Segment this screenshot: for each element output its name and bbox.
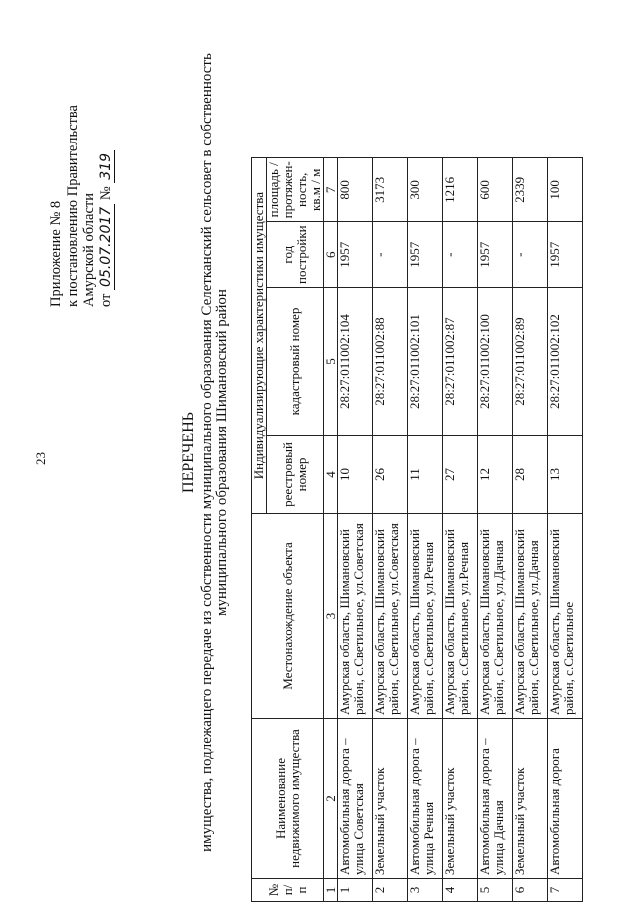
cell-year: 1957: [338, 222, 373, 288]
cell-reg: 10: [338, 436, 373, 514]
cell-num: 5: [478, 879, 513, 902]
document-title: ПЕРЕЧЕНЬ: [180, 412, 197, 493]
header-area: площадь / протяжен-ность, кв.м / м: [267, 158, 324, 222]
handwritten-date: 05.07.2017: [98, 204, 115, 290]
header-cad: кадастровый номер: [267, 288, 324, 436]
cell-num: 2: [373, 879, 408, 902]
cell-reg: 11: [408, 436, 443, 514]
page-number: 23: [33, 452, 48, 465]
header-location: Местонахождение объекта: [252, 514, 324, 719]
col-number: 2: [324, 719, 338, 879]
cell-area: 3173: [373, 158, 408, 222]
appendix-line-3: Амурской области: [81, 193, 97, 307]
header-year: год постройки: [267, 222, 324, 288]
cell-location: Амурская область, Шимановский район, с.Светильное, ул.Речная: [443, 514, 478, 719]
cell-cad: 28:27:011002:89: [513, 288, 548, 436]
cell-location: Амурская область, Шимановский район, с.Светильное: [548, 514, 583, 719]
cell-name: Автомобильная дорога – улица Дачная: [478, 719, 513, 879]
cell-name: Автомобильная дорога: [548, 719, 583, 879]
cell-cad: 28:27:011002:102: [548, 288, 583, 436]
table-row: [373, 158, 408, 902]
cell-name: Земельный участок: [373, 719, 408, 879]
header-reg: реестровый номер: [267, 436, 324, 514]
cell-cad: 28:27:011002:87: [443, 288, 478, 436]
col-number: 3: [324, 514, 338, 719]
cell-area: 100: [548, 158, 583, 222]
table-row: [478, 158, 513, 902]
cell-year: -: [513, 222, 548, 288]
cell-cad: 28:27:011002:104: [338, 288, 373, 436]
header-group: Индивидуализирующие характеристики имущества: [252, 158, 267, 514]
cell-name: Земельный участок: [513, 719, 548, 879]
cell-area: 600: [478, 158, 513, 222]
cell-reg: 26: [373, 436, 408, 514]
handwritten-number: 319: [98, 150, 115, 183]
appendix-date-line: [98, 7, 115, 307]
cell-year: -: [373, 222, 408, 288]
col-number: 7: [324, 158, 338, 222]
appendix-block: [48, 7, 114, 307]
cell-cad: 28:27:011002:101: [408, 288, 443, 436]
cell-cad: 28:27:011002:88: [373, 288, 408, 436]
table-row: [408, 158, 443, 902]
from-label: от: [97, 293, 114, 307]
cell-location: Амурская область, Шимановский район, с.Светильное, ул.Дачная: [513, 514, 548, 719]
number-label: №: [97, 186, 114, 201]
cell-year: 1957: [408, 222, 443, 288]
cell-reg: 13: [548, 436, 583, 514]
cell-name: Автомобильная дорога – улица Советская: [338, 719, 373, 879]
header-num: № п/п: [252, 879, 324, 902]
cell-reg: 28: [513, 436, 548, 514]
cell-location: Амурская область, Шимановский район, с.Светильное, ул.Советская: [338, 514, 373, 719]
table-row: [338, 158, 373, 902]
col-number: 1: [324, 879, 338, 902]
header-name: Наименование недвижимого имущества: [252, 719, 324, 879]
table-row: [513, 158, 548, 902]
subtitle-line-2: муниципального образования Шимановский район: [214, 289, 230, 616]
col-number: 6: [324, 222, 338, 288]
cell-area: 300: [408, 158, 443, 222]
table-row: [548, 158, 583, 902]
cell-year: 1957: [548, 222, 583, 288]
cell-num: 7: [548, 879, 583, 902]
cell-area: 1216: [443, 158, 478, 222]
cell-num: 4: [443, 879, 478, 902]
cell-area: 800: [338, 158, 373, 222]
appendix-line-1: Приложение № 8: [48, 200, 64, 307]
document-subtitle: [200, 0, 230, 905]
cell-name: Земельный участок: [443, 719, 478, 879]
cell-num: 1: [338, 879, 373, 902]
cell-location: Амурская область, Шимановский район, с.Светильное, ул.Советская: [373, 514, 408, 719]
table-row: [443, 158, 478, 902]
cell-area: 2339: [513, 158, 548, 222]
cell-cad: 28:27:011002:100: [478, 288, 513, 436]
appendix-line-2: к постановлению Правительства: [64, 105, 81, 307]
cell-reg: 27: [443, 436, 478, 514]
cell-year: -: [443, 222, 478, 288]
col-number: 4: [324, 436, 338, 514]
col-number: 5: [324, 288, 338, 436]
cell-name: Автомобильная дорога – улица Речная: [408, 719, 443, 879]
property-table: [251, 157, 583, 902]
cell-num: 6: [513, 879, 548, 902]
cell-location: Амурская область, Шимановский район, с.Светильное, ул.Речная: [408, 514, 443, 719]
cell-year: 1957: [478, 222, 513, 288]
cell-location: Амурская область, Шимановский район, с.Светильное, ул.Дачная: [478, 514, 513, 719]
cell-num: 3: [408, 879, 443, 902]
subtitle-line-1: имущества, подлежащего передаче из собственности муниципального образования Селетканский сельсовет в собственность: [199, 53, 215, 852]
cell-reg: 12: [478, 436, 513, 514]
